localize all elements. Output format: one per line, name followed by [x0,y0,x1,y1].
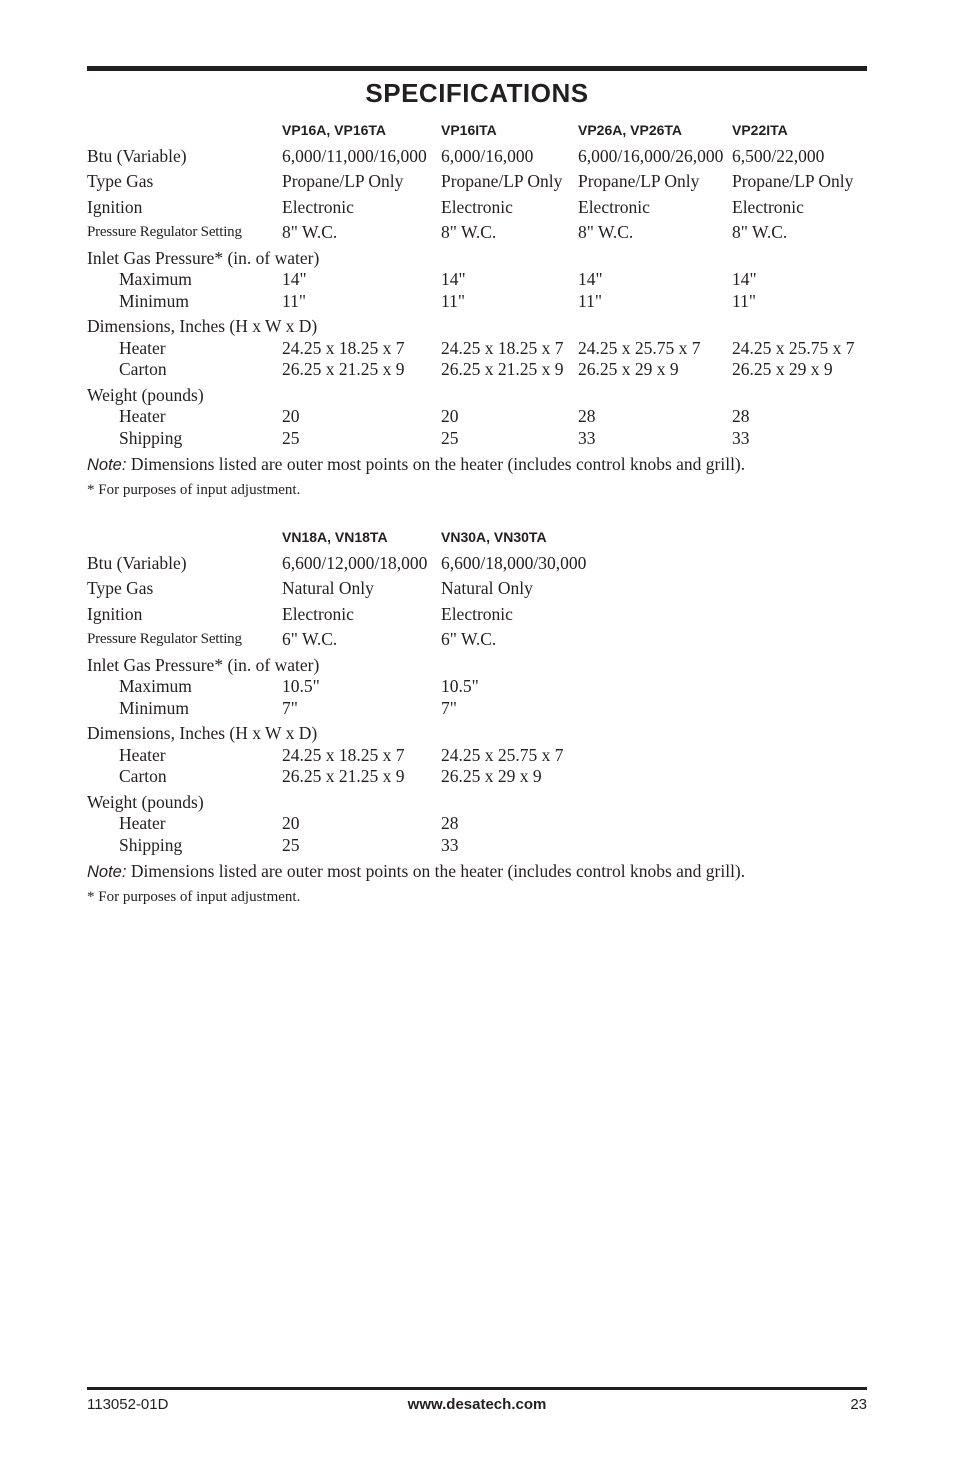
spec-value: Propane/LP Only [441,171,563,191]
model-header-row [87,527,867,549]
spec-row [87,766,867,788]
spec-value: 6,000/16,000/26,000 [578,145,724,166]
model-name: VN18A, VN18TA [282,529,388,545]
spec-value: 6,000/16,000 [441,145,534,166]
note-label: Note: [87,456,127,474]
spec-label: Heater [119,406,166,426]
spec-value: 25 [441,427,459,448]
spec-row [87,792,867,814]
spec-label: Weight (pounds) [87,791,204,812]
spec-row [87,248,867,270]
spec-value: 20 [282,813,300,833]
spec-row [87,316,867,338]
spec-label: Minimum [119,697,190,718]
spec-value: Natural Only [282,578,374,598]
spec-value: 28 [441,813,459,833]
spec-value: 26.25 x 21.25 x 9 [282,359,405,379]
spec-value: 6,600/18,000/30,000 [441,552,587,573]
spec-value: 8" W.C. [441,222,497,242]
spec-label: Heater [119,813,166,833]
note-text: Dimensions listed are outer most points on the heater (includes control knobs and grill). [126,454,746,474]
page-title: SPECIFICATIONS [365,78,589,108]
specs-table-propane [87,120,867,501]
spec-value: 7" [282,697,298,718]
spec-row [87,578,867,600]
spec-label: Inlet Gas Pressure* (in. of water) [87,654,320,675]
spec-value: 24.25 x 25.75 x 7 [441,744,564,765]
spec-label: Shipping [119,427,183,448]
spec-value: 11" [282,290,306,311]
spec-row [87,338,867,360]
page-number: 23 [850,1396,867,1413]
spec-label: Dimensions, Inches (H x W x D) [87,316,318,336]
model-name: VN30A, VN30TA [441,529,547,545]
specs-table-natural [87,527,867,908]
spec-label: Carton [119,766,167,786]
spec-label: Pressure Regulator Setting [87,224,242,240]
spec-value: 24.25 x 18.25 x 7 [282,337,405,358]
spec-row [87,359,867,381]
spec-value: Propane/LP Only [732,171,854,191]
spec-row [87,269,867,291]
spec-value: 6,500/22,000 [732,145,825,166]
spec-row [87,553,867,575]
spec-label: Carton [119,359,167,379]
spec-value: Electronic [578,196,650,217]
spec-label: Shipping [119,834,183,855]
spec-value: Propane/LP Only [282,171,404,191]
footnote: * For purposes of input adjustment. [87,889,301,905]
spec-row [87,291,867,313]
spec-label: Ignition [87,196,143,217]
spec-row [87,146,867,168]
spec-value: 10.5" [282,676,320,696]
spec-label: Type Gas [87,578,154,598]
spec-value: 26.25 x 29 x 9 [441,766,542,786]
spec-value: 8" W.C. [732,222,788,242]
spec-value: 26.25 x 21.25 x 9 [282,766,405,786]
spec-value: 14" [441,269,466,289]
spec-value: 14" [282,269,307,289]
spec-row [87,698,867,720]
spec-value: 11" [578,290,602,311]
spec-value: Electronic [441,196,513,217]
dimension-note [87,453,867,476]
spec-row [87,197,867,219]
spec-label: Maximum [119,269,192,289]
spec-value: 24.25 x 25.75 x 7 [578,337,701,358]
spec-value: Propane/LP Only [578,171,700,191]
spec-label: Minimum [119,290,190,311]
spec-value: 8" W.C. [578,222,634,242]
spec-label: Btu (Variable) [87,145,187,166]
spec-value: 28 [578,406,596,426]
spec-label: Weight (pounds) [87,384,204,405]
model-name: VP16ITA [441,122,497,138]
spec-value: 14" [578,269,603,289]
spec-value: 7" [441,697,457,718]
spec-value: Natural Only [441,578,533,598]
spec-value: 24.25 x 18.25 x 7 [282,744,405,765]
spec-row [87,629,867,651]
spec-label: Inlet Gas Pressure* (in. of water) [87,247,320,268]
note-label: Note: [87,863,127,881]
website: www.desatech.com [407,1396,547,1413]
spec-row [87,813,867,835]
spec-label: Btu (Variable) [87,552,187,573]
spec-row [87,406,867,428]
spec-label: Heater [119,744,166,765]
spec-label: Heater [119,337,166,358]
spec-value: Electronic [282,196,354,217]
spec-row [87,222,867,244]
spec-row [87,745,867,767]
model-name: VP22ITA [732,122,788,138]
spec-value: 26.25 x 21.25 x 9 [441,359,564,379]
spec-label: Maximum [119,676,192,696]
spec-value: 14" [732,269,757,289]
spec-value: Electronic [732,196,804,217]
spec-value: 6" W.C. [441,629,497,649]
spec-value: Electronic [282,603,354,624]
bottom-rule [87,1387,867,1390]
spec-value: 33 [441,834,459,855]
spec-value: Electronic [441,603,513,624]
spec-value: 11" [732,290,756,311]
spec-value: 26.25 x 29 x 9 [578,359,679,379]
spec-value: 20 [282,406,300,426]
spec-value: 24.25 x 25.75 x 7 [732,337,855,358]
top-rule [87,66,867,71]
spec-value: 28 [732,406,750,426]
spec-value: 26.25 x 29 x 9 [732,359,833,379]
spec-value: 6,600/12,000/18,000 [282,552,428,573]
spec-value: 8" W.C. [282,222,338,242]
spec-row [87,604,867,626]
spec-value: 10.5" [441,676,479,696]
spec-value: 33 [578,427,596,448]
dimension-note [87,860,867,883]
spec-row [87,655,867,677]
model-name: VP26A, VP26TA [578,122,683,138]
model-header-row [87,120,867,142]
spec-label: Pressure Regulator Setting [87,631,242,647]
spec-row [87,676,867,698]
model-name: VP16A, VP16TA [282,122,387,138]
spec-row [87,723,867,745]
spec-value: 25 [282,427,300,448]
spec-value: 6,000/11,000/16,000 [282,145,427,166]
spec-row [87,385,867,407]
spec-row [87,835,867,857]
footnote: * For purposes of input adjustment. [87,482,301,498]
spec-value: 6" W.C. [282,629,338,649]
spec-value: 25 [282,834,300,855]
spec-value: 24.25 x 18.25 x 7 [441,337,564,358]
spec-label: Dimensions, Inches (H x W x D) [87,723,318,743]
spec-value: 33 [732,427,750,448]
spec-label: Type Gas [87,171,154,191]
spec-row [87,428,867,450]
spec-row [87,171,867,193]
spec-value: 20 [441,406,459,426]
note-text: Dimensions listed are outer most points on the heater (includes control knobs and grill). [126,861,746,881]
part-number: 113052-01D [87,1396,169,1413]
spec-label: Ignition [87,603,143,624]
spec-value: 11" [441,290,465,311]
